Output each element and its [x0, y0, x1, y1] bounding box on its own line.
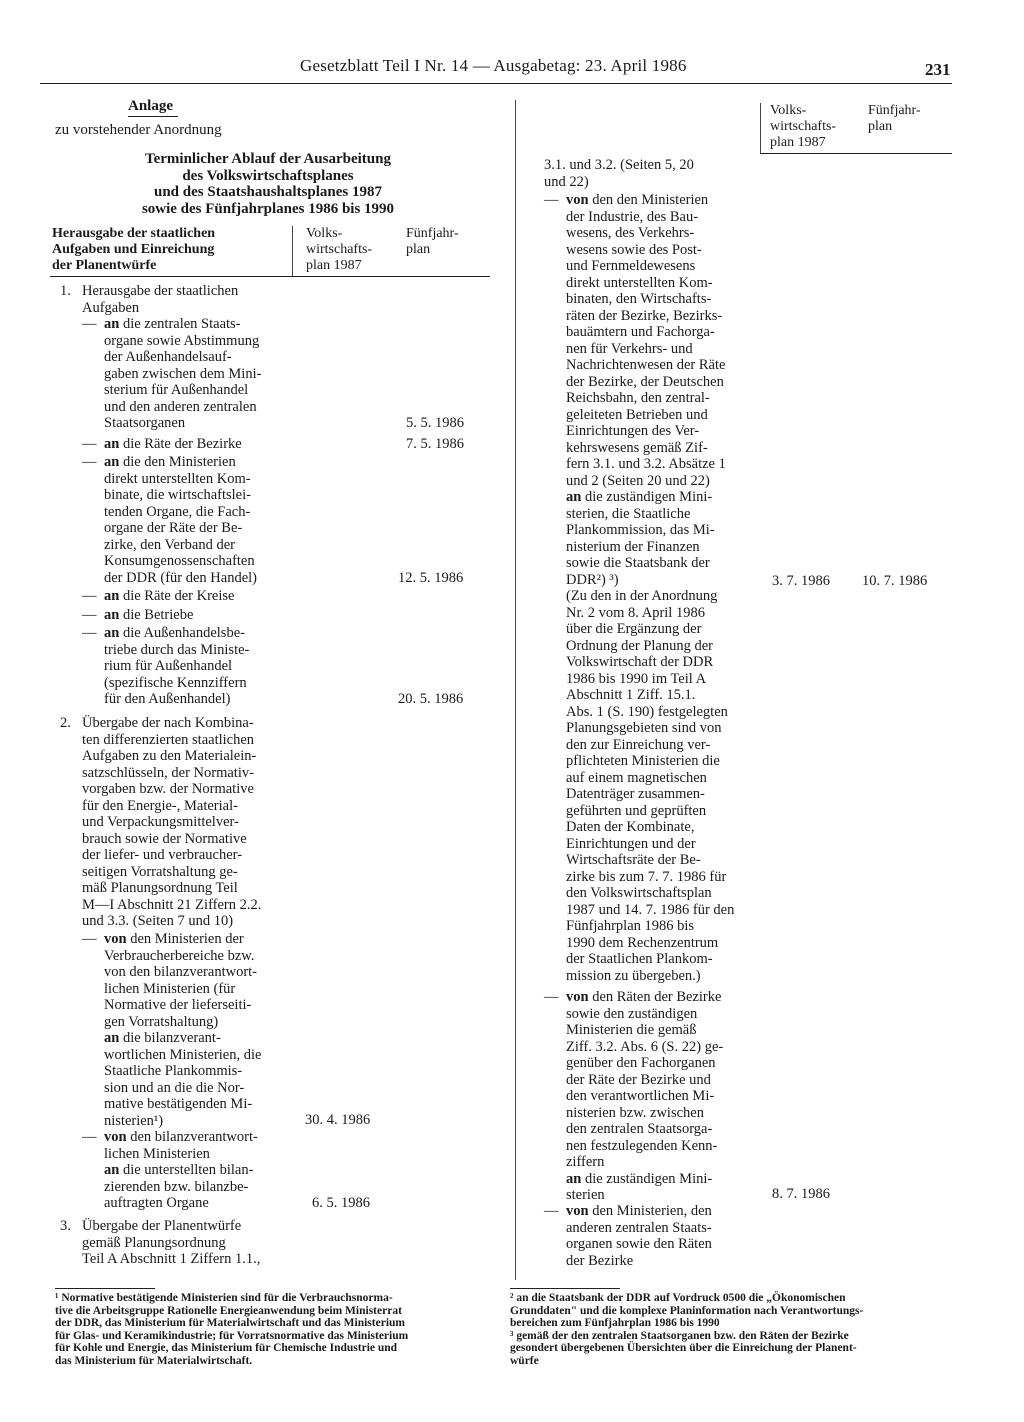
sub-entry: [566, 989, 723, 1204]
header-line: plan 1987: [770, 135, 826, 150]
text-line: nisterien¹): [104, 1112, 164, 1129]
text-line: binate, die wirtschaftslei-: [104, 487, 251, 503]
footnote-rule: [55, 1288, 155, 1289]
text-line: und 22): [544, 173, 589, 190]
anlage-title: Anlage: [128, 98, 173, 114]
text-line: Staatsorganen: [104, 415, 186, 431]
text-span: die Räte der Bezirke: [119, 436, 242, 452]
text-line: tenden Organe, die Fach-: [104, 503, 251, 520]
text-line: sterien: [566, 1187, 605, 1203]
text-line: genüber den Fachorganen: [566, 1055, 716, 1071]
text-line: der Bezirke: [566, 1252, 634, 1269]
item-intro: [82, 715, 261, 930]
text-span: den Ministerien, den: [588, 1203, 712, 1219]
text-line: ziffern: [566, 1154, 605, 1170]
text-line: direkt unterstellten Kom-: [566, 274, 713, 291]
header-line: plan: [868, 119, 893, 134]
text-line: direkt unterstellten Kom-: [104, 470, 251, 487]
right-header-vrule: [760, 103, 761, 153]
text-line: der Bezirke, der Deutschen: [566, 373, 724, 390]
text-line: binaten, den Wirtschafts-: [566, 291, 712, 307]
sub-entry: [104, 588, 234, 605]
footnote-line: bereichen zum Fünfjahrplan 1986 bis 1990: [510, 1317, 720, 1329]
text-line: sowie die Staatsbank der: [566, 555, 710, 571]
text-span: die Betriebe: [119, 607, 194, 623]
text-line: geleiteten Betrieben und: [566, 406, 708, 423]
dash-bullet: —: [82, 607, 97, 623]
text-line: wortlichen Ministerien, die: [104, 1046, 262, 1063]
text-line: gen Vorratshaltung): [104, 1013, 219, 1030]
text-line: ten differenzierten staatlichen: [82, 731, 255, 748]
text-line: Daten der Kombinate,: [566, 819, 695, 835]
sub-entry: [104, 607, 193, 624]
footnote-line: für Kohle und Energie, das Ministerium für Chemische Industrie und: [55, 1342, 398, 1354]
date-value-volkswirtschaftsplan: 3. 7. 1986: [772, 573, 830, 589]
text-line: anderen zentralen Staats-: [566, 1219, 712, 1236]
text-line: triebe durch das Ministe-: [104, 641, 250, 658]
text-line: Planungsgebieten sind von: [566, 720, 722, 736]
document-title-line: sowie des Fünfjahrplanes 1986 bis 1990: [141, 200, 395, 217]
text-line: Abschnitt 1 Ziff. 15.1.: [566, 687, 696, 703]
text-line: gaben zwischen dem Mini-: [104, 365, 262, 382]
text-line: kehrswesens gemäß Zif-: [566, 439, 708, 456]
date-value: 12. 5. 1986: [398, 570, 464, 586]
anlage-subtitle: zu vorstehender Anordnung: [55, 122, 222, 138]
keyword: an: [566, 489, 582, 505]
document-title-line: Terminlicher Ablauf der Ausarbeitung: [144, 151, 391, 167]
text-line: vorgaben bzw. der Normative: [82, 781, 254, 797]
dash-bullet: —: [544, 192, 559, 208]
text-span: den Räten der Bezirke: [588, 989, 722, 1005]
continuation-text: [544, 157, 694, 190]
item-number: 1.: [60, 283, 71, 299]
document-title-line: des Volkswirtschaftsplanes: [182, 167, 354, 184]
text-line: zierenden bzw. bilanzbe-: [104, 1178, 249, 1195]
text-line: Staatliche Plankommis-: [104, 1063, 243, 1079]
text-line: Einrichtungen und der: [566, 835, 696, 852]
text-line: Plankommission, das Mi-: [566, 522, 715, 538]
keyword: von: [104, 1129, 127, 1145]
dash-bullet: —: [82, 316, 97, 332]
text-line: für den Außenhandel): [104, 691, 231, 707]
text-line: Herausgabe der staatlichen: [82, 283, 239, 299]
text-line: von den bilanzverantwort-: [104, 964, 258, 980]
text-line: Ziff. 3.2. Abs. 6 (S. 22) ge-: [566, 1038, 724, 1055]
text-line: auftragten Organe: [104, 1195, 209, 1211]
text-line: Nachrichtenwesen der Räte: [566, 357, 726, 373]
text-line: fern 3.1. und 3.2. Absätze 1: [566, 456, 726, 472]
date-value: 20. 5. 1986: [398, 691, 464, 707]
table-header-vrule: [292, 226, 293, 276]
text-line: nen für Verkehrs- und: [566, 340, 693, 357]
text-span: die zuständigen Mini-: [581, 1170, 713, 1187]
item-intro: [82, 1218, 260, 1268]
sub-entry: [104, 316, 261, 432]
header-line: der Planentwürfe: [52, 258, 157, 273]
header-line: plan: [406, 242, 431, 257]
keyword: an: [566, 1170, 582, 1187]
text-line: und 2 (Seiten 20 und 22): [566, 472, 710, 489]
text-line: Aufgaben zu den Materialein-: [82, 748, 257, 764]
footnote-line: das Ministerium für Materialwirtschaft.: [55, 1354, 253, 1367]
keyword: an: [104, 454, 120, 470]
header-line: Volks-: [770, 103, 807, 118]
header-line: plan 1987: [306, 258, 362, 273]
sub-entry: [104, 625, 249, 708]
text-line: sterium für Außenhandel: [104, 382, 249, 398]
table-header-col1: [52, 226, 215, 274]
text-line: und 3.3. (Seiten 7 und 10): [82, 913, 234, 929]
text-span: die Außenhandelsbe-: [119, 625, 245, 641]
text-line: 1987 und 14. 7. 1986 für den: [566, 901, 735, 918]
header-line: Fünfjahr-: [406, 226, 459, 241]
text-line: 1986 bis 1990 im Teil A: [566, 670, 707, 687]
text-line: zirke bis zum 7. 7. 1986 für: [566, 868, 727, 885]
keyword: an: [104, 1162, 120, 1178]
header-rule: [40, 83, 952, 84]
text-line: satzschlüsseln, der Normativ-: [82, 764, 254, 781]
text-line: Aufgaben: [82, 299, 140, 316]
text-line: geführten und geprüften: [566, 802, 707, 819]
keyword: von: [104, 931, 127, 947]
text-line: wesens sowie des Post-: [566, 241, 702, 258]
item-intro: [82, 283, 238, 316]
keyword: an: [104, 436, 120, 452]
text-line: organen sowie den Räten: [566, 1236, 712, 1252]
footnote-line: ² an die Staatsbank der DDR auf Vordruck 0500 die „Ökonomischen: [510, 1292, 846, 1304]
footnote-line: tive die Arbeitsgruppe Rationelle Energieanwendung beim Ministerrat: [55, 1304, 402, 1317]
keyword: von: [566, 989, 589, 1005]
right-header-col3: [868, 103, 921, 135]
sub-entry: [104, 454, 257, 586]
anlage-underline: [128, 116, 178, 117]
keyword: an: [104, 588, 120, 604]
text-line: Normative der lieferseiti-: [104, 997, 252, 1013]
text-line: mission zu übergeben.): [566, 967, 701, 984]
page-number: 231: [925, 60, 951, 79]
text-line: Datenträger zusammen-: [566, 786, 705, 802]
text-line: Wirtschaftsräte der Be-: [566, 852, 701, 868]
item-number: 2.: [60, 715, 71, 731]
text-line: Reichsbahn, den zentral-: [566, 390, 710, 406]
sub-entry: [566, 192, 734, 984]
keyword: an: [104, 607, 120, 623]
table-header-col3: [406, 226, 459, 258]
header-line: Herausgabe der staatlichen: [52, 226, 216, 241]
date-value: 30. 4. 1986: [305, 1112, 371, 1128]
right-header-rule: [760, 153, 952, 154]
keyword: an: [104, 625, 120, 641]
text-line: bauämtern und Fachorga-: [566, 324, 715, 340]
text-line: rium für Außenhandel: [104, 658, 233, 674]
footnote-line: der DDR, das Ministerium für Materialwirtschaft und das Ministerium: [55, 1317, 405, 1329]
text-line: brauch sowie der Normative: [82, 830, 247, 847]
keyword: von: [566, 1203, 589, 1219]
text-line: Ministerien die gemäß: [566, 1022, 697, 1038]
item-number: 3.: [60, 1218, 71, 1234]
text-line: und Verpackungsmittelver-: [82, 814, 239, 830]
page-header-title: Gesetzblatt Teil I Nr. 14 — Ausgabetag: 23. April 1986: [300, 56, 687, 75]
text-line: seitigen Vorratshaltung ge-: [82, 863, 238, 880]
text-span: den den Ministerien: [588, 192, 709, 208]
text-line: den zentralen Staatsorga-: [566, 1121, 713, 1137]
text-line: der Außenhandelsauf-: [104, 349, 232, 365]
dash-bullet: —: [82, 1129, 97, 1145]
text-line: den zur Einreichung ver-: [566, 736, 711, 753]
dash-bullet: —: [544, 989, 559, 1005]
dash-bullet: —: [82, 625, 97, 641]
text-line: lichen Ministerien (für: [104, 980, 236, 997]
text-line: (spezifische Kennziffern: [104, 674, 247, 691]
footnote-line: Grunddaten" und die komplexe Planinformation nach Verantwortungs-: [510, 1304, 864, 1317]
text-line: Konsumgenossenschaften: [104, 553, 255, 569]
text-line: den verantwortlichen Mi-: [566, 1088, 715, 1104]
text-line: sion und an die die Nor-: [104, 1079, 245, 1096]
text-line: Fünfjahrplan 1986 bis: [566, 918, 695, 934]
text-line: sterien, die Staatliche: [566, 505, 691, 522]
right-header-col2: [770, 103, 836, 151]
sub-entry: [104, 436, 242, 453]
text-line: der Staatlichen Plankom-: [566, 951, 713, 967]
text-line: der DDR (für den Handel): [104, 569, 258, 586]
text-line: nisterien bzw. zwischen: [566, 1104, 704, 1121]
text-line: der liefer- und verbraucher-: [82, 847, 243, 863]
dash-bullet: —: [82, 436, 97, 452]
text-span: den bilanzverantwort-: [126, 1129, 258, 1145]
table-header-rule: [50, 276, 490, 277]
text-line: mäß Planungsordnung Teil: [82, 880, 238, 896]
text-span: die den Ministerien: [119, 454, 236, 470]
header-line: Volks-: [306, 226, 343, 241]
text-line: Übergabe der Planentwürfe: [82, 1218, 242, 1234]
footnote-line: gesondert übergebenen Übersichten über die Einreichung der Planent-: [510, 1342, 857, 1354]
date-value: 7. 5. 1986: [406, 436, 464, 452]
text-line: organe sowie Abstimmung: [104, 332, 260, 349]
header-line: Aufgaben und Einreichung: [52, 242, 215, 257]
text-span: die bilanzverant-: [119, 1030, 221, 1046]
text-line: gemäß Planungsordnung: [82, 1234, 226, 1251]
dash-bullet: —: [82, 931, 97, 947]
text-span: die Räte der Kreise: [119, 588, 235, 604]
dash-bullet: —: [544, 1203, 559, 1219]
text-line: nen festzulegenden Kenn-: [566, 1137, 718, 1154]
footnotes-left: [55, 1292, 408, 1367]
date-value: 8. 7. 1986: [772, 1186, 830, 1202]
text-line: Abs. 1 (S. 190) festgelegten: [566, 703, 728, 720]
text-line: der Industrie, des Bau-: [566, 208, 699, 225]
dash-bullet: —: [82, 588, 97, 604]
text-line: sowie den zuständigen: [566, 1005, 698, 1022]
text-line: Teil A Abschnitt 1 Ziffern 1.1.,: [82, 1251, 261, 1267]
sub-entry: [566, 1203, 712, 1269]
document-title: [118, 151, 418, 217]
text-line: mative bestätigenden Mi-: [104, 1096, 253, 1112]
sub-entry: [104, 931, 261, 1129]
text-line: pflichteten Ministerien die: [566, 753, 720, 769]
text-span: den Ministerien der: [126, 931, 244, 947]
footnote-line: ¹ Normative bestätigende Ministerien sind für die Verbrauchsnorma-: [55, 1292, 393, 1304]
text-line: für den Energie-, Material-: [82, 797, 238, 814]
dash-bullet: —: [82, 454, 97, 470]
date-value-fuenfjahrplan: 10. 7. 1986: [862, 573, 928, 589]
date-value: 6. 5. 1986: [312, 1195, 370, 1211]
text-line: und Fernmeldewesens: [566, 258, 696, 274]
text-line: M—I Abschnitt 21 Ziffern 2.2.: [82, 896, 262, 913]
text-span: die zuständigen Mini-: [581, 489, 713, 505]
text-line: den Volkswirtschaftsplan: [566, 885, 712, 901]
keyword: von: [566, 192, 589, 208]
footnote-line: würfe: [510, 1354, 539, 1367]
text-line: und den anderen zentralen: [104, 398, 257, 415]
text-line: auf einem magnetischen: [566, 769, 707, 786]
footnote-rule: [510, 1288, 620, 1289]
text-line: zirke, den Verband der: [104, 536, 235, 553]
footnotes-right: [510, 1292, 863, 1367]
footnote-line: für Glas- und Keramikindustrie; für Vorratsnormative das Ministerium: [55, 1329, 409, 1342]
text-span: die unterstellten bilan-: [119, 1162, 254, 1178]
text-line: organe der Räte der Be-: [104, 520, 243, 536]
text-line: wesens, des Verkehrs-: [566, 225, 695, 241]
sub-entry: [104, 1129, 258, 1212]
text-line: DDR²) ³): [566, 571, 619, 588]
header-line: Fünfjahr-: [868, 103, 921, 118]
header-line: wirtschafts-: [306, 242, 373, 257]
text-line: der Räte der Bezirke und: [566, 1071, 711, 1088]
keyword: an: [104, 316, 120, 332]
text-line: (Zu den in der Anordnung: [566, 588, 718, 604]
footnote-line: ³ gemäß der den zentralen Staatsorganen bzw. den Räten der Bezirke: [510, 1329, 849, 1342]
keyword: an: [104, 1030, 120, 1046]
text-line: 3.1. und 3.2. (Seiten 5, 20: [544, 157, 694, 173]
text-line: Nr. 2 vom 8. April 1986: [566, 604, 705, 621]
text-line: über die Ergänzung der: [566, 621, 702, 637]
text-line: nisterium der Finanzen: [566, 538, 700, 555]
table-header-col2: [306, 226, 372, 274]
text-line: räten der Bezirke, Bezirks-: [566, 307, 723, 324]
header-line: wirtschafts-: [770, 119, 837, 134]
document-title-line: und des Staatshaushaltsplanes 1987: [154, 184, 382, 200]
text-line: Volkswirtschaft der DDR: [566, 654, 714, 670]
text-line: 1990 dem Rechenzentrum: [566, 934, 719, 951]
text-line: Einrichtungen des Ver-: [566, 423, 700, 439]
column-divider: [515, 100, 516, 1280]
date-value: 5. 5. 1986: [406, 415, 464, 431]
text-line: Verbraucherbereiche bzw.: [104, 947, 255, 964]
text-line: Übergabe der nach Kombina-: [82, 715, 254, 731]
text-line: Ordnung der Planung der: [566, 637, 713, 654]
text-span: die zentralen Staats-: [119, 316, 241, 332]
text-line: lichen Ministerien: [104, 1145, 210, 1162]
